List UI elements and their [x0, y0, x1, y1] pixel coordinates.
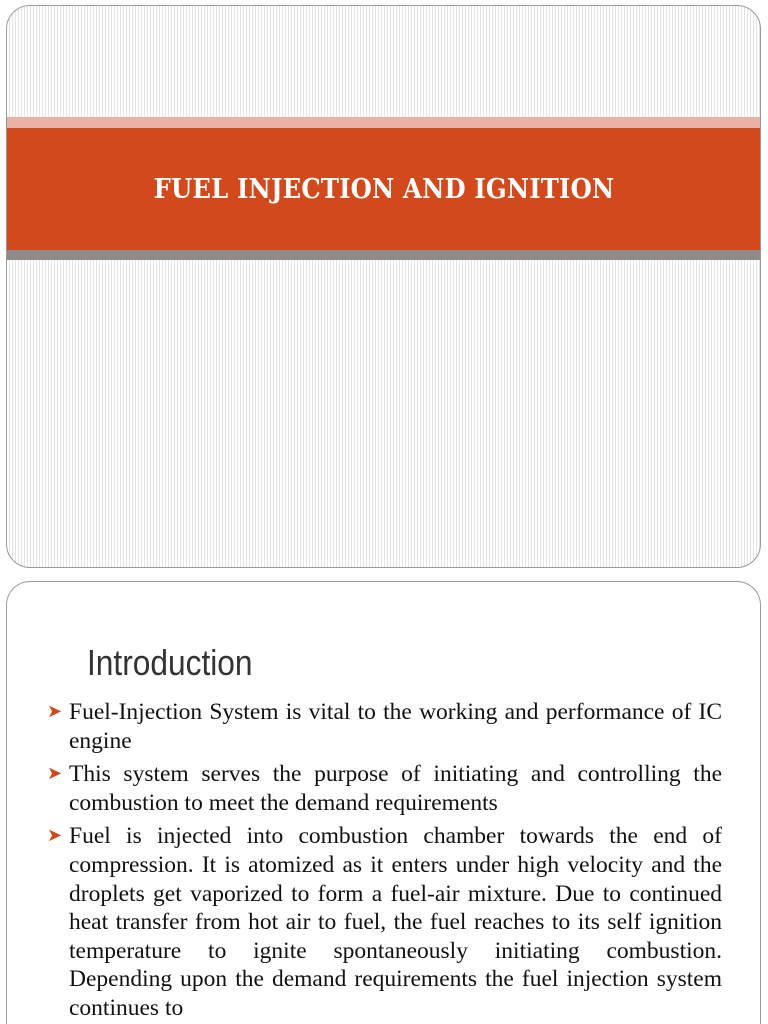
title-band-bottom-stripe	[7, 250, 760, 260]
arrow-right-icon: ➤	[47, 763, 63, 785]
slide-title: FUEL INJECTION AND IGNITION	[153, 173, 614, 205]
slide-heading: Introduction	[87, 642, 253, 683]
arrow-right-icon: ➤	[47, 701, 63, 722]
bullet-text: This system serves the purpose of initiating and controlling the combustion to meet the demand requirements	[69, 761, 722, 816]
bullet-item	[47, 760, 722, 817]
bullet-item	[47, 822, 722, 1022]
bullet-item	[47, 698, 722, 755]
title-band-top-stripe	[7, 117, 760, 128]
arrow-right-icon: ➤	[47, 825, 63, 847]
introduction-slide	[6, 581, 761, 1024]
title-band	[7, 128, 760, 250]
bullet-text: Fuel is injected into combustion chamber towards the end of compression. It is atomized as it enters under high velocity and the droplets get vaporized to form a fuel-air mixture. Due to continued heat transfer from hot air to fuel, the fuel reaches to its self ignition temperature to ignite spontaneously initiating combustion. Depending upon the demand requirements the fuel injection system continues to	[69, 823, 722, 1021]
title-slide	[6, 5, 761, 568]
bullet-list	[47, 698, 722, 1024]
bullet-text: Fuel-Injection System is vital to the working and performance of IC engine	[69, 699, 722, 754]
